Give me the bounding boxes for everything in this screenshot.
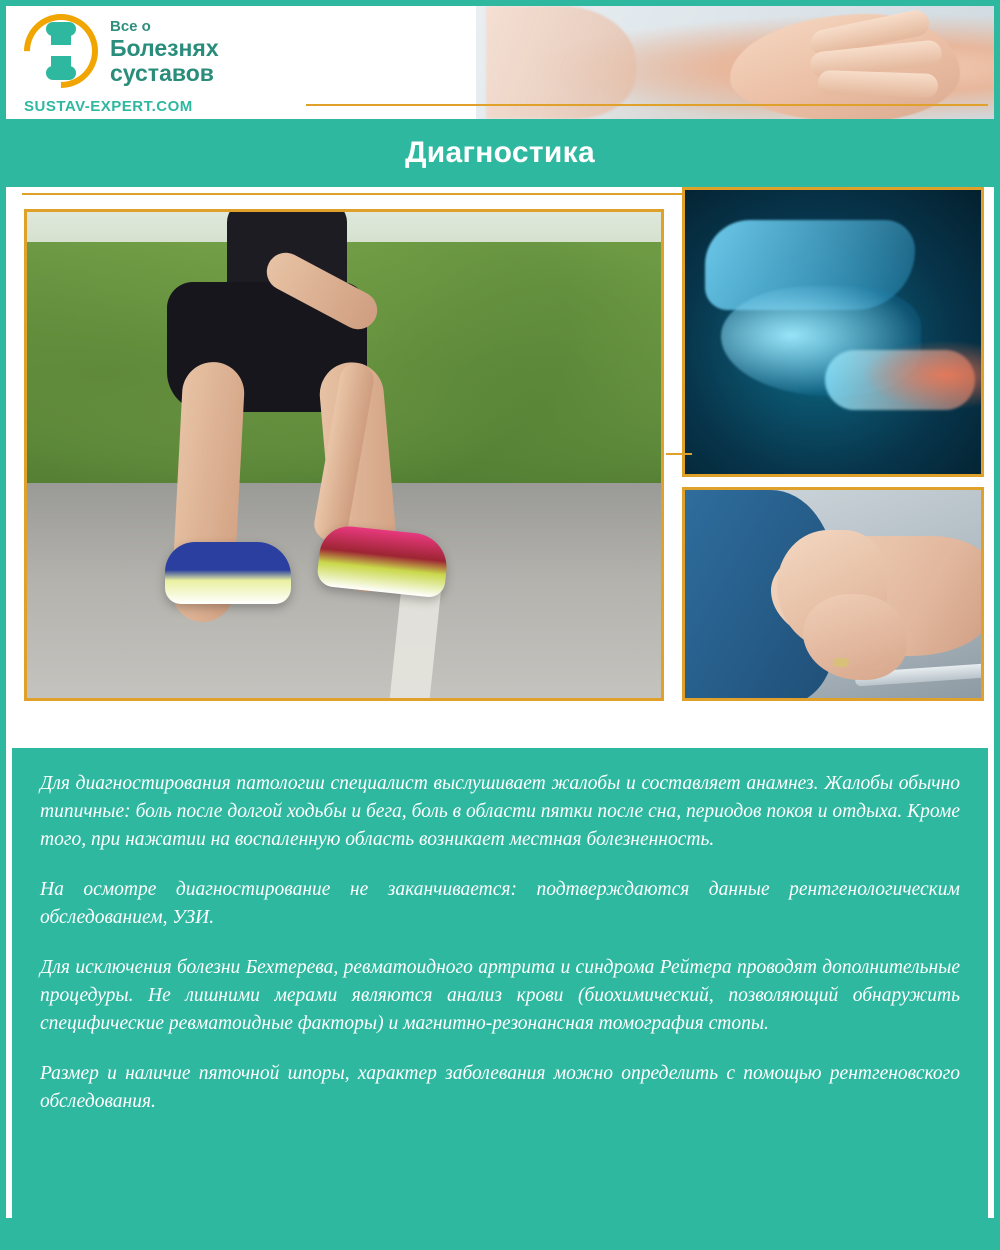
article-paragraph: На осмотре диагностирование не заканчивается: подтверждаются данные рентгенологическим обследованием, УЗИ.: [40, 879, 960, 928]
page-title: Диагностика: [405, 136, 595, 169]
header-photo-finger: [818, 70, 939, 98]
doctor-examining-foot-photo: [682, 487, 984, 701]
logo-line-1: Все о: [110, 18, 151, 35]
knee-joint-icon: [24, 14, 98, 88]
article-paragraph: Для исключения болезни Бехтерева, ревматоидного артрита и синдрома Рейтера проводят дополнительные процедуры. Не лишними мерами являются анализ крови (биохимический, позволяющий обнаружить специфические ревматоидные факторы) и магнитно-резонансная томография стопы.: [40, 957, 960, 1034]
site-header: [6, 6, 994, 119]
header-photo-arm: [486, 6, 636, 119]
logo-line-2: Болезнях: [110, 35, 219, 61]
site-domain[interactable]: SUSTAV-EXPERT.COM: [24, 98, 193, 115]
bottom-strip: [6, 1218, 994, 1244]
site-logo[interactable]: [24, 14, 219, 88]
header-banner-photo: [476, 6, 994, 119]
foot-xray-photo: [682, 187, 984, 477]
article-paragraph: Для диагностирования патологии специалист выслушивает жалобы и составляет анамнез. Жалобы обычно типичные: боль после долгой ходьбы и бега, боль в области пятки после сна, периодов покоя и отдыха. Кроме того, при нажатии на воспаленную область возникает местная болезненность.: [40, 773, 960, 850]
header-divider: [306, 104, 988, 106]
logo-text: [110, 14, 219, 86]
gallery-connector-line: [666, 453, 692, 455]
article-paragraph: Размер и наличие пяточной шпоры, характер заболевания можно определить с помощью рентгеновского обследования.: [40, 1063, 960, 1112]
logo-line-3: суставов: [110, 60, 214, 86]
image-gallery: [6, 187, 994, 727]
page-title-bar: [6, 119, 994, 187]
article-text-block: [12, 748, 988, 1218]
runner-holding-ankle-photo: [24, 209, 664, 701]
